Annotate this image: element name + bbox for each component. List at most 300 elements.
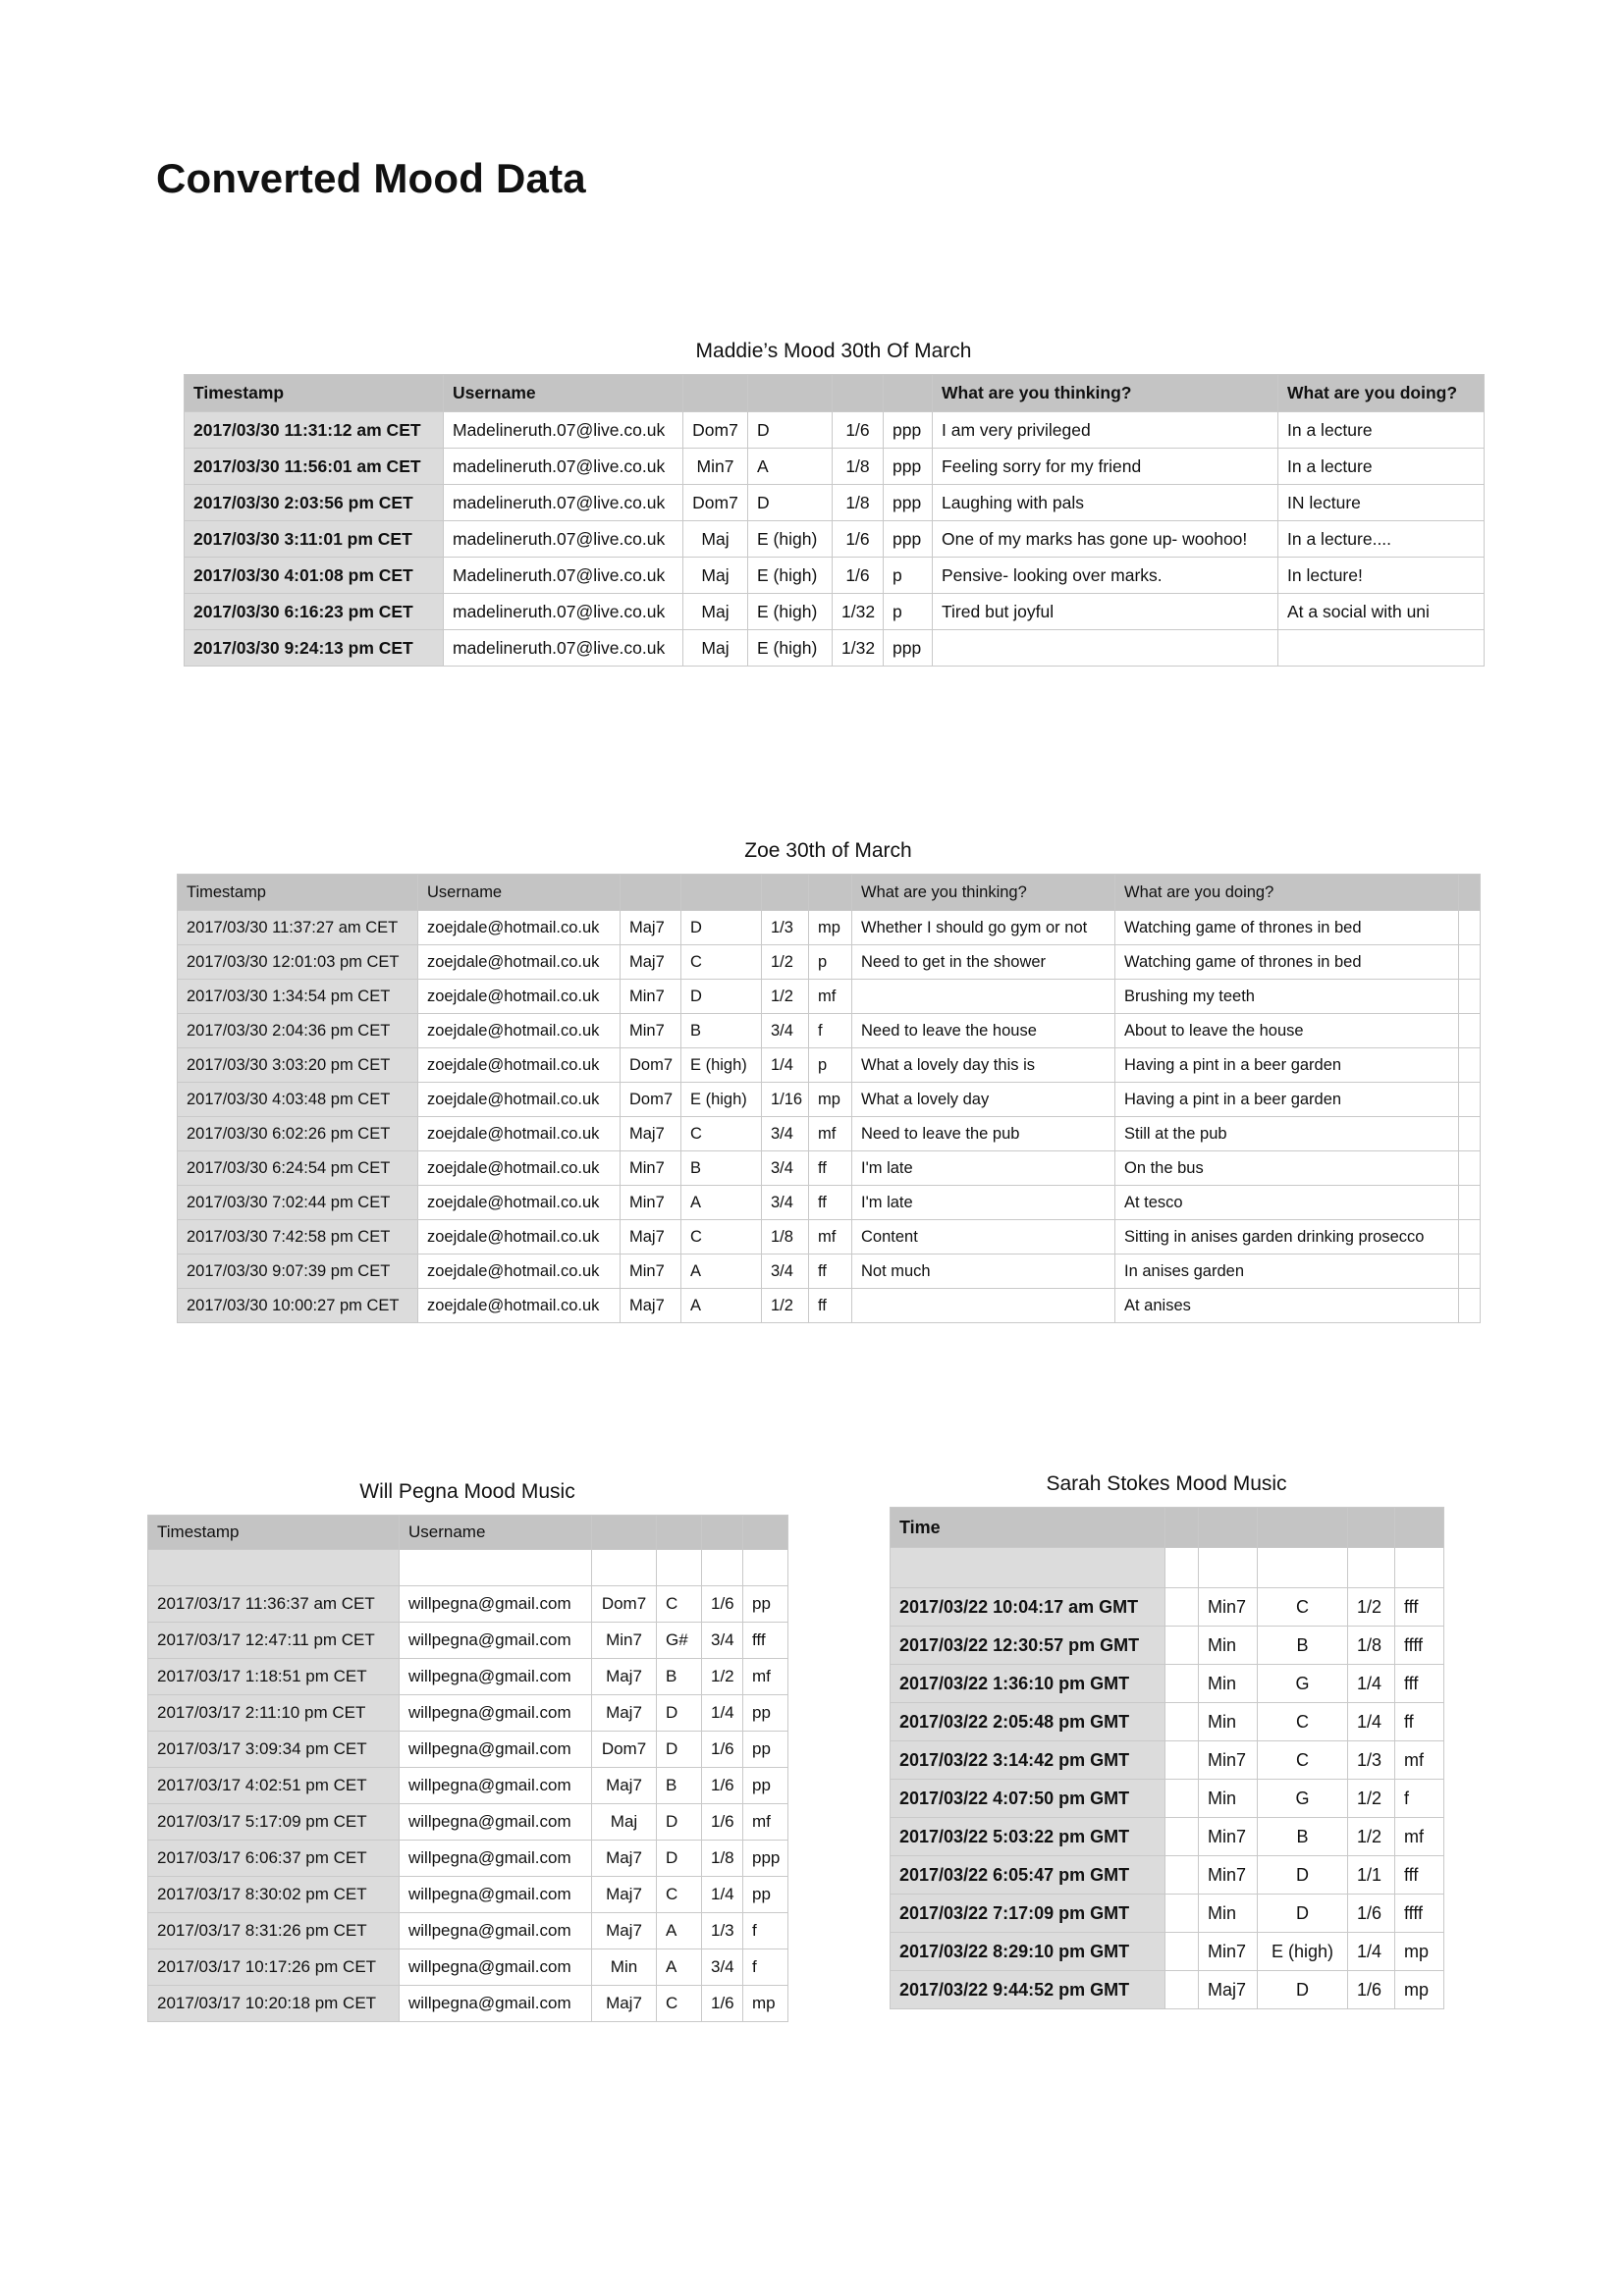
table-cell: willpegna@gmail.com	[400, 1949, 592, 1986]
table-cell: Laughing with pals	[933, 485, 1278, 521]
table-cell	[1459, 980, 1481, 1014]
table-cell: E (high)	[748, 630, 833, 667]
table-cell: 1/3	[762, 911, 809, 945]
zoe-table-section	[177, 839, 1480, 1323]
table-cell: 1/8	[1348, 1627, 1395, 1665]
timestamp-cell: 2017/03/30 12:01:03 pm CET	[178, 945, 418, 980]
table-cell: C	[681, 1220, 762, 1255]
table-cell: 1/2	[762, 945, 809, 980]
table-cell: Tired but joyful	[933, 594, 1278, 630]
maddie-mood-table	[184, 374, 1485, 667]
table-cell: 1/6	[833, 412, 884, 449]
column-header-empty	[762, 875, 809, 911]
column-header: What are you thinking?	[852, 875, 1115, 911]
table-cell: At anises	[1115, 1289, 1459, 1323]
table-cell: fff	[1395, 1856, 1444, 1895]
table-cell: 3/4	[702, 1623, 743, 1659]
empty-cell	[592, 1550, 657, 1586]
table-cell: About to leave the house	[1115, 1014, 1459, 1048]
table-cell: Having a pint in a beer garden	[1115, 1083, 1459, 1117]
table-cell: pp	[743, 1586, 788, 1623]
table-cell: E (high)	[748, 521, 833, 558]
table-cell: 1/2	[1348, 1588, 1395, 1627]
table-row	[891, 1741, 1444, 1780]
timestamp-cell: 2017/03/22 1:36:10 pm GMT	[891, 1665, 1165, 1703]
table-cell: 3/4	[762, 1186, 809, 1220]
table-cell: mp	[1395, 1933, 1444, 1971]
table-cell: Having a pint in a beer garden	[1115, 1048, 1459, 1083]
table-row	[178, 1083, 1481, 1117]
table-cell: fff	[1395, 1588, 1444, 1627]
empty-cell	[1165, 1741, 1199, 1780]
column-header: Username	[418, 875, 621, 911]
timestamp-cell: 2017/03/22 12:30:57 pm GMT	[891, 1627, 1165, 1665]
table-cell: willpegna@gmail.com	[400, 1877, 592, 1913]
table-cell: C	[681, 1117, 762, 1151]
column-header: What are you doing?	[1115, 875, 1459, 911]
table-row	[178, 1289, 1481, 1323]
table-cell: Pensive- looking over marks.	[933, 558, 1278, 594]
column-header-empty	[748, 375, 833, 412]
header-row	[178, 875, 1481, 911]
table-cell: 1/8	[762, 1220, 809, 1255]
column-header-empty	[683, 375, 748, 412]
table-row	[185, 521, 1485, 558]
table-cell: willpegna@gmail.com	[400, 1695, 592, 1732]
table-row	[891, 1818, 1444, 1856]
table-cell: willpegna@gmail.com	[400, 1586, 592, 1623]
timestamp-cell: 2017/03/17 3:09:34 pm CET	[148, 1732, 400, 1768]
table-cell: Watching game of thrones in bed	[1115, 945, 1459, 980]
table-cell: B	[681, 1151, 762, 1186]
table-cell: Min	[1199, 1665, 1258, 1703]
timestamp-cell: 2017/03/17 11:36:37 am CET	[148, 1586, 400, 1623]
table-cell: f	[743, 1913, 788, 1949]
table-cell: willpegna@gmail.com	[400, 1659, 592, 1695]
table-cell: pp	[743, 1877, 788, 1913]
timestamp-cell: 2017/03/17 8:30:02 pm CET	[148, 1877, 400, 1913]
table-cell: Maj7	[621, 1117, 681, 1151]
table-cell: 1/1	[1348, 1856, 1395, 1895]
timestamp-cell: 2017/03/17 5:17:09 pm CET	[148, 1804, 400, 1841]
table-row	[148, 1913, 788, 1949]
table-cell: mp	[1395, 1971, 1444, 2009]
table-cell: mf	[809, 1220, 852, 1255]
table-cell: pp	[743, 1695, 788, 1732]
timestamp-cell: 2017/03/30 2:03:56 pm CET	[185, 485, 444, 521]
timestamp-cell: 2017/03/30 6:02:26 pm CET	[178, 1117, 418, 1151]
table-cell: p	[809, 1048, 852, 1083]
table-row	[148, 1877, 788, 1913]
table-cell	[1459, 911, 1481, 945]
timestamp-cell: 2017/03/30 4:03:48 pm CET	[178, 1083, 418, 1117]
table-row	[148, 1804, 788, 1841]
table-cell: Min7	[621, 980, 681, 1014]
table-cell: B	[681, 1014, 762, 1048]
table-cell: 1/16	[762, 1083, 809, 1117]
table-cell: D	[748, 412, 833, 449]
empty-cell	[1165, 1703, 1199, 1741]
table-cell: 1/6	[833, 521, 884, 558]
table-cell: zoejdale@hotmail.co.uk	[418, 911, 621, 945]
table-cell: madelineruth.07@live.co.uk	[444, 449, 683, 485]
column-header-empty	[1165, 1508, 1199, 1548]
table-cell: zoejdale@hotmail.co.uk	[418, 1186, 621, 1220]
timestamp-cell: 2017/03/30 6:24:54 pm CET	[178, 1151, 418, 1186]
table-cell: Min7	[621, 1014, 681, 1048]
table-cell: madelineruth.07@live.co.uk	[444, 485, 683, 521]
table-cell: B	[1258, 1627, 1348, 1665]
table-cell: willpegna@gmail.com	[400, 1913, 592, 1949]
table-cell: In a lecture	[1278, 449, 1485, 485]
timestamp-cell: 2017/03/17 4:02:51 pm CET	[148, 1768, 400, 1804]
table-cell: ppp	[743, 1841, 788, 1877]
column-header-empty	[1459, 875, 1481, 911]
table-cell: D	[657, 1695, 702, 1732]
table-cell: A	[681, 1186, 762, 1220]
table-cell: Maj	[683, 630, 748, 667]
table-cell: Content	[852, 1220, 1115, 1255]
empty-cell	[1165, 1818, 1199, 1856]
table-cell: 1/6	[702, 1768, 743, 1804]
table-cell: Min7	[1199, 1818, 1258, 1856]
table-cell: In a lecture	[1278, 412, 1485, 449]
table-cell: D	[657, 1841, 702, 1877]
table-cell: Still at the pub	[1115, 1117, 1459, 1151]
table-cell: 3/4	[702, 1949, 743, 1986]
table-cell: C	[657, 1586, 702, 1623]
table-cell: Dom7	[621, 1083, 681, 1117]
header-row	[891, 1508, 1444, 1548]
column-header: Timestamp	[148, 1516, 400, 1550]
table-cell: 1/4	[1348, 1933, 1395, 1971]
table-cell: 1/3	[1348, 1741, 1395, 1780]
column-header-empty	[743, 1516, 788, 1550]
table-row	[891, 1627, 1444, 1665]
table-cell: Maj7	[592, 1877, 657, 1913]
table-cell: 1/3	[702, 1913, 743, 1949]
empty-cell	[891, 1548, 1165, 1588]
table-cell: In a lecture....	[1278, 521, 1485, 558]
table-cell: ffff	[1395, 1627, 1444, 1665]
table-cell: Whether I should go gym or not	[852, 911, 1115, 945]
table-cell: 1/32	[833, 630, 884, 667]
empty-cell	[1165, 1665, 1199, 1703]
timestamp-cell: 2017/03/30 10:00:27 pm CET	[178, 1289, 418, 1323]
table-row	[148, 1623, 788, 1659]
empty-cell	[1258, 1548, 1348, 1588]
table-row	[178, 980, 1481, 1014]
table-row	[148, 1586, 788, 1623]
table-cell: G#	[657, 1623, 702, 1659]
empty-cell	[1165, 1588, 1199, 1627]
column-header-empty	[809, 875, 852, 911]
table-title: Maddie’s Mood 30th Of March	[695, 340, 972, 362]
empty-cell	[148, 1550, 400, 1586]
table-row	[178, 1151, 1481, 1186]
table-cell: Maj7	[592, 1913, 657, 1949]
table-cell: ff	[1395, 1703, 1444, 1741]
timestamp-cell: 2017/03/30 9:07:39 pm CET	[178, 1255, 418, 1289]
column-header: Timestamp	[178, 875, 418, 911]
empty-cell	[1199, 1548, 1258, 1588]
will-mood-table	[147, 1515, 788, 2022]
table-cell: Maj7	[621, 1220, 681, 1255]
table-row	[178, 1220, 1481, 1255]
table-cell: Maj7	[592, 1695, 657, 1732]
table-cell: zoejdale@hotmail.co.uk	[418, 1151, 621, 1186]
empty-cell	[1165, 1895, 1199, 1933]
table-cell: 3/4	[762, 1014, 809, 1048]
table-cell: Dom7	[683, 412, 748, 449]
table-cell: ff	[809, 1255, 852, 1289]
table-cell: 1/2	[762, 980, 809, 1014]
table-row	[185, 594, 1485, 630]
table-cell: On the bus	[1115, 1151, 1459, 1186]
table-cell: A	[681, 1255, 762, 1289]
table-row	[178, 1117, 1481, 1151]
table-cell: Maj7	[1199, 1971, 1258, 2009]
column-header: What are you doing?	[1278, 375, 1485, 412]
timestamp-cell: 2017/03/17 2:11:10 pm CET	[148, 1695, 400, 1732]
table-cell: 1/6	[702, 1804, 743, 1841]
table-cell: A	[657, 1913, 702, 1949]
table-cell: 1/4	[1348, 1665, 1395, 1703]
table-row	[185, 412, 1485, 449]
empty-cell	[657, 1550, 702, 1586]
column-header: Timestamp	[185, 375, 444, 412]
table-cell: 1/4	[702, 1695, 743, 1732]
table-cell: 1/6	[702, 1986, 743, 2022]
table-cell: Min7	[1199, 1588, 1258, 1627]
table-cell: mp	[809, 1083, 852, 1117]
table-cell: 1/8	[702, 1841, 743, 1877]
table-cell: f	[743, 1949, 788, 1986]
table-cell: Maj	[592, 1804, 657, 1841]
table-cell: 1/4	[1348, 1703, 1395, 1741]
table-cell	[933, 630, 1278, 667]
table-cell: G	[1258, 1665, 1348, 1703]
column-header: What are you thinking?	[933, 375, 1278, 412]
table-cell: ppp	[884, 485, 933, 521]
table-cell	[1459, 945, 1481, 980]
column-header-empty	[681, 875, 762, 911]
table-cell: ppp	[884, 412, 933, 449]
table-cell: Min7	[683, 449, 748, 485]
table-cell: pp	[743, 1732, 788, 1768]
table-cell: zoejdale@hotmail.co.uk	[418, 1117, 621, 1151]
table-cell: Dom7	[592, 1732, 657, 1768]
maddie-table-section	[184, 340, 1484, 667]
table-row	[891, 1780, 1444, 1818]
timestamp-cell: 2017/03/22 7:17:09 pm GMT	[891, 1895, 1165, 1933]
column-header-empty	[657, 1516, 702, 1550]
table-cell: Feeling sorry for my friend	[933, 449, 1278, 485]
table-cell: Dom7	[621, 1048, 681, 1083]
table-cell: willpegna@gmail.com	[400, 1732, 592, 1768]
table-cell: mf	[1395, 1818, 1444, 1856]
column-header: Time	[891, 1508, 1165, 1548]
timestamp-cell: 2017/03/17 6:06:37 pm CET	[148, 1841, 400, 1877]
table-cell: 1/6	[1348, 1895, 1395, 1933]
table-row	[891, 1895, 1444, 1933]
timestamp-cell: 2017/03/17 1:18:51 pm CET	[148, 1659, 400, 1695]
timestamp-cell: 2017/03/22 5:03:22 pm GMT	[891, 1818, 1165, 1856]
table-cell: Min	[592, 1949, 657, 1986]
table-cell: One of my marks has gone up- woohoo!	[933, 521, 1278, 558]
table-cell: Not much	[852, 1255, 1115, 1289]
empty-cell	[1165, 1856, 1199, 1895]
table-cell: madelineruth.07@live.co.uk	[444, 594, 683, 630]
table-cell: E (high)	[748, 594, 833, 630]
table-cell: D	[657, 1732, 702, 1768]
empty-cell	[702, 1550, 743, 1586]
table-row	[185, 485, 1485, 521]
table-cell: ffff	[1395, 1895, 1444, 1933]
table-cell: Min7	[1199, 1741, 1258, 1780]
table-cell: C	[1258, 1741, 1348, 1780]
timestamp-cell: 2017/03/30 9:24:13 pm CET	[185, 630, 444, 667]
table-row	[178, 945, 1481, 980]
table-cell: A	[681, 1289, 762, 1323]
table-cell: ppp	[884, 630, 933, 667]
table-cell: Maj	[683, 594, 748, 630]
table-cell: 1/2	[702, 1659, 743, 1695]
table-cell: 1/6	[702, 1586, 743, 1623]
table-cell: madelineruth.07@live.co.uk	[444, 521, 683, 558]
timestamp-cell: 2017/03/17 12:47:11 pm CET	[148, 1623, 400, 1659]
column-header: Username	[400, 1516, 592, 1550]
table-cell: D	[1258, 1895, 1348, 1933]
table-cell	[1459, 1289, 1481, 1323]
table-cell: Sitting in anises garden drinking prosecco	[1115, 1220, 1459, 1255]
table-cell: willpegna@gmail.com	[400, 1804, 592, 1841]
table-cell: C	[657, 1986, 702, 2022]
column-header-empty	[833, 375, 884, 412]
table-cell: zoejdale@hotmail.co.uk	[418, 980, 621, 1014]
table-cell: D	[1258, 1971, 1348, 2009]
table-cell: I'm late	[852, 1151, 1115, 1186]
table-cell: C	[1258, 1703, 1348, 1741]
table-row	[148, 1949, 788, 1986]
table-row	[891, 1971, 1444, 2009]
table-cell: 1/2	[1348, 1818, 1395, 1856]
table-cell: 1/6	[1348, 1971, 1395, 2009]
timestamp-cell: 2017/03/30 1:34:54 pm CET	[178, 980, 418, 1014]
table-row	[148, 1695, 788, 1732]
empty-cell	[1165, 1971, 1199, 2009]
table-cell: Need to get in the shower	[852, 945, 1115, 980]
table-cell: mf	[743, 1659, 788, 1695]
table-row	[891, 1933, 1444, 1971]
table-cell: zoejdale@hotmail.co.uk	[418, 1048, 621, 1083]
table-cell: Maj7	[621, 945, 681, 980]
column-header-empty	[884, 375, 933, 412]
column-header-empty	[592, 1516, 657, 1550]
table-cell	[852, 980, 1115, 1014]
table-cell: Min7	[621, 1151, 681, 1186]
table-row	[148, 1732, 788, 1768]
table-cell: D	[748, 485, 833, 521]
table-cell	[1459, 1220, 1481, 1255]
table-cell: 1/32	[833, 594, 884, 630]
header-row	[148, 1516, 788, 1550]
table-cell: ff	[809, 1289, 852, 1323]
empty-cell	[1348, 1548, 1395, 1588]
table-title: Sarah Stokes Mood Music	[1046, 1472, 1287, 1495]
table-row	[891, 1856, 1444, 1895]
timestamp-cell: 2017/03/17 8:31:26 pm CET	[148, 1913, 400, 1949]
table-cell: IN lecture	[1278, 485, 1485, 521]
table-cell	[1278, 630, 1485, 667]
empty-cell	[1165, 1780, 1199, 1818]
table-cell: At tesco	[1115, 1186, 1459, 1220]
table-cell: willpegna@gmail.com	[400, 1623, 592, 1659]
table-row	[185, 630, 1485, 667]
column-header-empty	[1199, 1508, 1258, 1548]
table-cell: What a lovely day this is	[852, 1048, 1115, 1083]
table-cell: 1/2	[1348, 1780, 1395, 1818]
table-cell: 1/8	[833, 485, 884, 521]
table-cell: zoejdale@hotmail.co.uk	[418, 1014, 621, 1048]
table-cell: C	[1258, 1588, 1348, 1627]
timestamp-cell: 2017/03/30 11:56:01 am CET	[185, 449, 444, 485]
table-cell: madelineruth.07@live.co.uk	[444, 630, 683, 667]
table-cell: At a social with uni	[1278, 594, 1485, 630]
timestamp-cell: 2017/03/22 9:44:52 pm GMT	[891, 1971, 1165, 2009]
column-header-empty	[1258, 1508, 1348, 1548]
table-cell: A	[657, 1949, 702, 1986]
table-cell: ppp	[884, 521, 933, 558]
table-cell: Need to leave the pub	[852, 1117, 1115, 1151]
table-row	[178, 1014, 1481, 1048]
table-cell: fff	[743, 1623, 788, 1659]
table-cell: I am very privileged	[933, 412, 1278, 449]
table-cell: p	[884, 594, 933, 630]
table-cell: ff	[809, 1151, 852, 1186]
empty-cell	[743, 1550, 788, 1586]
table-cell: mf	[809, 1117, 852, 1151]
table-cell: C	[657, 1877, 702, 1913]
table-cell: Brushing my teeth	[1115, 980, 1459, 1014]
table-row	[178, 1048, 1481, 1083]
table-cell: D	[657, 1804, 702, 1841]
table-cell: ppp	[884, 449, 933, 485]
table-cell: B	[1258, 1818, 1348, 1856]
table-cell: zoejdale@hotmail.co.uk	[418, 1289, 621, 1323]
table-cell: willpegna@gmail.com	[400, 1986, 592, 2022]
timestamp-cell: 2017/03/30 11:31:12 am CET	[185, 412, 444, 449]
table-row	[891, 1588, 1444, 1627]
table-cell: 1/2	[762, 1289, 809, 1323]
table-cell: Madelineruth.07@live.co.uk	[444, 412, 683, 449]
timestamp-cell: 2017/03/17 10:17:26 pm CET	[148, 1949, 400, 1986]
table-row	[891, 1703, 1444, 1741]
table-cell: 1/4	[762, 1048, 809, 1083]
column-header: Username	[444, 375, 683, 412]
table-title: Zoe 30th of March	[744, 839, 912, 862]
table-row	[148, 1659, 788, 1695]
table-cell: Min7	[592, 1623, 657, 1659]
table-cell: 3/4	[762, 1117, 809, 1151]
table-title: Will Pegna Mood Music	[359, 1480, 575, 1503]
table-cell: zoejdale@hotmail.co.uk	[418, 1083, 621, 1117]
timestamp-cell: 2017/03/30 11:37:27 am CET	[178, 911, 418, 945]
timestamp-cell: 2017/03/30 3:11:01 pm CET	[185, 521, 444, 558]
table-row	[178, 1255, 1481, 1289]
table-cell: D	[681, 980, 762, 1014]
table-cell: Maj7	[592, 1986, 657, 2022]
